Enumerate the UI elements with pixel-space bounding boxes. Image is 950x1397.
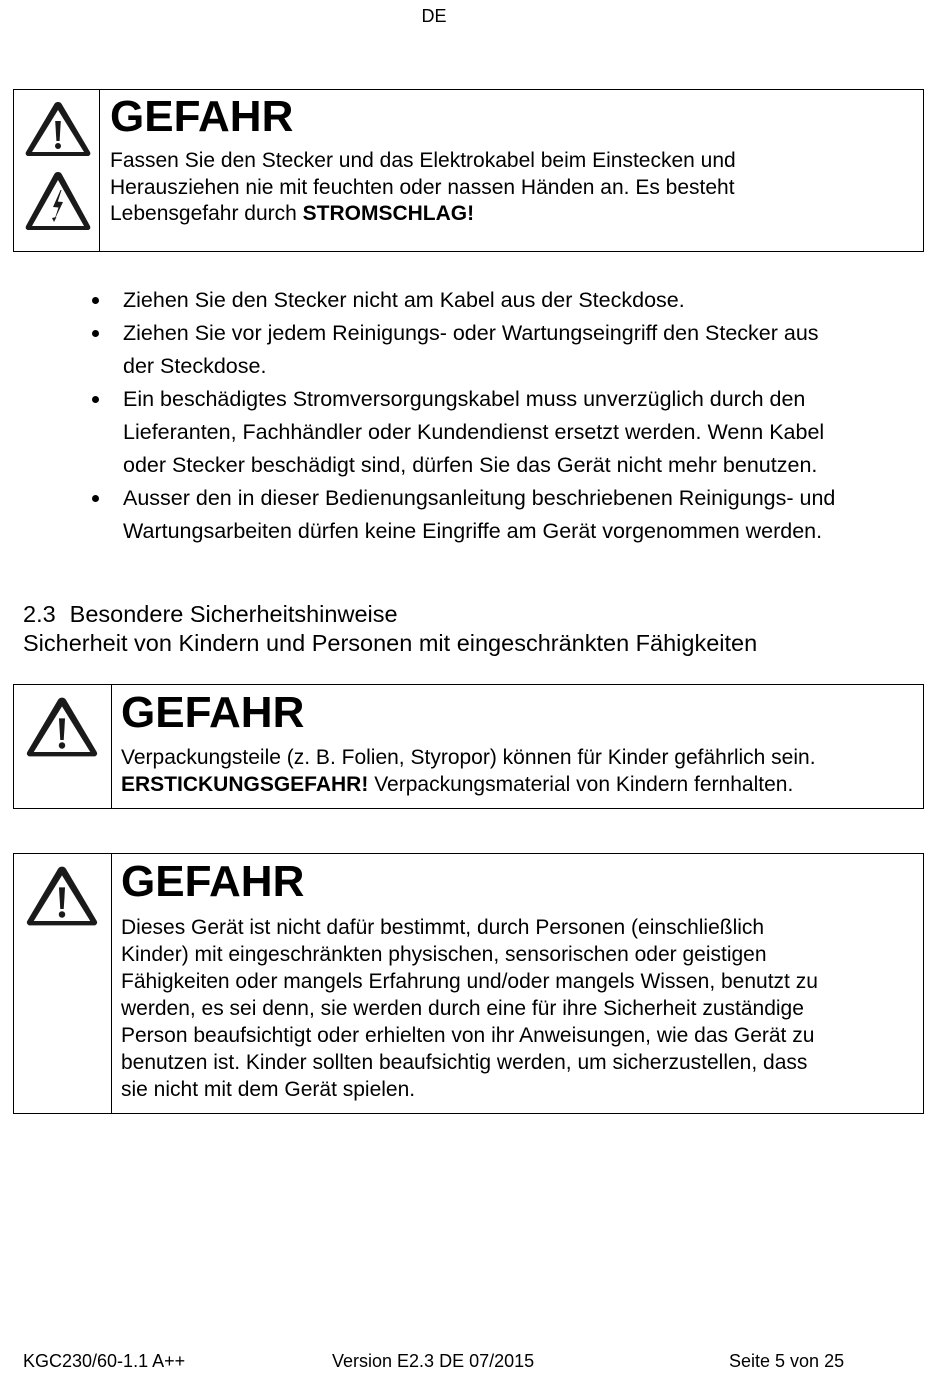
list-item-line: Ziehen Sie vor jedem Reinigungs- oder Wartungseingriff den Stecker aus [123,321,819,345]
footer-model: KGC230/60-1.1 A++ [23,1351,186,1371]
warning-text-line: Fassen Sie den Stecker und das Elektrokabel beim Einstecken und [110,149,736,172]
danger-box-electric [13,89,924,252]
list-item-line: Lieferanten, Fachhändler oder Kundendienst ersetzt werden. Wenn Kabel [123,420,825,444]
warning-exclamation-icon [23,99,93,159]
warning-title: GEFAHR [121,857,305,906]
list-item [90,284,910,317]
bullet-dot [92,495,99,502]
warning-text-rest: Verpackungsmaterial von Kindern fernhalten. [368,772,794,796]
warning-text [110,148,900,228]
language-code: DE [421,6,447,26]
safety-bullet-list [90,284,910,548]
footer-version: Version E2.3 DE 07/2015 [332,1351,535,1371]
warning-text-line: Kinder) mit eingeschränkten physischen, sensorischen oder geistigen [121,943,767,966]
footer-page-number: Seite 5 von 25 [729,1351,845,1371]
warning-emphasis: ERSTICKUNGSGEFAHR! [121,772,369,796]
list-item [90,383,910,482]
warning-text-line: Fähigkeiten oder mangels Erfahrung und/oder mangels Wissen, benutzt zu [121,970,818,993]
list-item-line: Wartungsarbeiten dürfen keine Eingriffe am Gerät vorgenommen werden. [123,519,823,543]
section-subtitle: Sicherheit von Kindern und Personen mit eingeschränkten Fähigkeiten [23,630,758,656]
warning-exclamation-icon [24,694,100,760]
list-item-line: oder Stecker beschädigt sind, dürfen Sie das Gerät nicht mehr benutzen. [123,453,818,477]
warning-title: GEFAHR [110,92,294,141]
warning-text-line: Verpackungsteile (z. B. Folien, Styropor) können für Kinder gefährlich sein. [121,746,816,769]
bullet-dot [92,330,99,337]
warning-title: GEFAHR [121,688,305,737]
electric-shock-icon [23,169,93,233]
list-item [90,317,910,383]
section-heading [23,600,757,658]
warning-icons-column [14,685,112,808]
section-title [23,600,757,629]
warning-text-line: benutzen ist. Kinder sollten beaufsichtig werden, um sicherzustellen, dass [121,1051,808,1074]
warning-icons-column [14,90,100,251]
warning-text [121,745,921,798]
list-item-line: Ziehen Sie den Stecker nicht am Kabel aus der Steckdose. [123,288,685,312]
warning-text-line: sie nicht mit dem Gerät spielen. [121,1078,416,1101]
list-item-line: Ausser den in dieser Bedienungsanleitung beschriebenen Reinigungs- und [123,486,836,510]
list-item [90,482,910,548]
section-title-text: Besondere Sicherheitshinweise [69,601,398,627]
warning-emphasis: STROMSCHLAG! [302,202,475,225]
warning-text [121,914,921,1103]
warning-text-line: Herausziehen nie mit feuchten oder nassen Händen an. Es besteht [110,175,735,199]
warning-text-line [110,201,900,228]
warning-text-line: werden, es sei denn, sie werden durch eine für ihre Sicherheit zuständige [121,997,804,1020]
section-number: 2.3 [23,601,56,627]
bullet-dot [92,396,99,403]
warning-text-line: Dieses Gerät ist nicht dafür bestimmt, durch Personen (einschließlich [121,916,765,939]
list-item-line: Ein beschädigtes Stromversorgungskabel muss unverzüglich durch den [123,387,806,411]
danger-box-persons [13,853,924,1114]
warning-exclamation-icon [24,863,100,929]
warning-text-line: Person beaufsichtigt oder erhielten von ihr Anweisungen, wie das Gerät zu [121,1024,815,1047]
warning-text-line [121,772,921,799]
list-item-line: der Steckdose. [123,354,267,378]
bullet-dot [92,297,99,304]
warning-icons-column [14,854,112,1113]
warning-text-prefix: Lebensgefahr durch [110,202,303,225]
danger-box-packaging [13,684,924,809]
